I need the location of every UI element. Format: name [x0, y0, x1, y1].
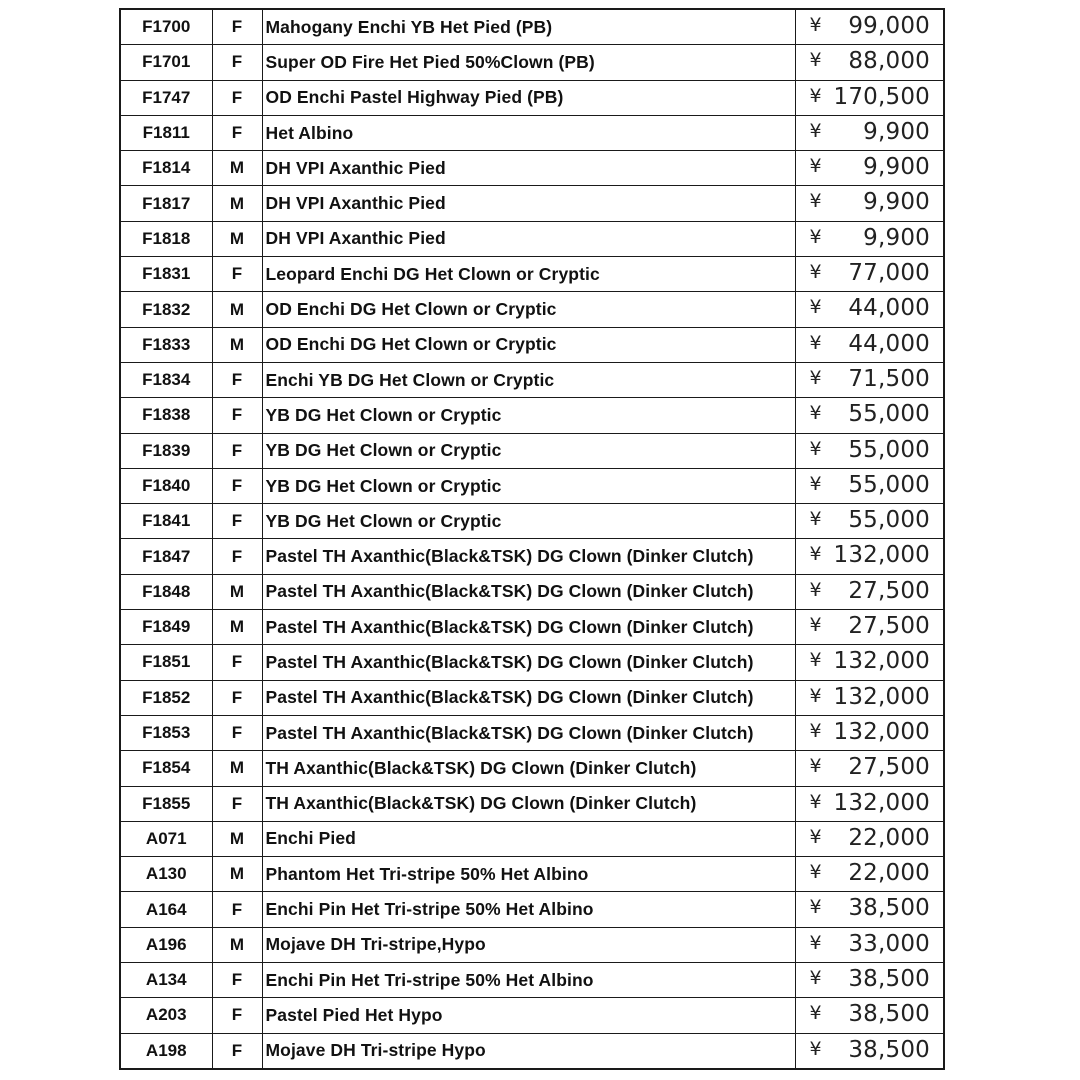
description-cell: Pastel TH Axanthic(Black&TSK) DG Clown (Dinker Clutch) [262, 680, 795, 715]
table-row [120, 9, 944, 45]
price-cell [795, 221, 944, 256]
item-id-cell: F1833 [120, 327, 212, 362]
price-cell [795, 539, 944, 574]
price-amount: 38,500 [848, 1001, 930, 1028]
table-row [120, 327, 944, 362]
table-row [120, 45, 944, 80]
price-amount: 77,000 [848, 260, 930, 287]
description-cell: OD Enchi DG Het Clown or Cryptic [262, 292, 795, 327]
sex-cell: F [212, 9, 262, 45]
description-cell: Het Albino [262, 115, 795, 150]
price-amount: 55,000 [848, 436, 930, 463]
price-amount: 27,500 [848, 577, 930, 604]
description-cell: Leopard Enchi DG Het Clown or Cryptic [262, 257, 795, 292]
price-amount: 9,900 [863, 224, 930, 251]
item-id-cell: F1841 [120, 504, 212, 539]
yen-symbol: ¥ [809, 472, 822, 495]
item-id-cell: F1701 [120, 45, 212, 80]
sex-cell: M [212, 574, 262, 609]
description-cell: Phantom Het Tri-stripe 50% Het Albino [262, 857, 795, 892]
item-id-cell: A196 [120, 927, 212, 962]
price-cell [795, 574, 944, 609]
yen-symbol: ¥ [809, 684, 822, 707]
yen-symbol: ¥ [809, 119, 822, 142]
table-row [120, 151, 944, 186]
table-row [120, 645, 944, 680]
price-amount: 132,000 [833, 648, 930, 675]
table-row [120, 257, 944, 292]
price-cell [795, 80, 944, 115]
price-cell [795, 468, 944, 503]
description-cell: Pastel TH Axanthic(Black&TSK) DG Clown (Dinker Clutch) [262, 645, 795, 680]
table-row [120, 857, 944, 892]
sex-cell: F [212, 257, 262, 292]
description-cell: DH VPI Axanthic Pied [262, 151, 795, 186]
yen-symbol: ¥ [809, 790, 822, 813]
item-id-cell: F1840 [120, 468, 212, 503]
yen-symbol: ¥ [809, 437, 822, 460]
item-id-cell: F1848 [120, 574, 212, 609]
price-amount: 99,000 [848, 13, 930, 39]
table-row [120, 680, 944, 715]
sex-cell: M [212, 927, 262, 962]
item-id-cell: F1847 [120, 539, 212, 574]
price-amount: 55,000 [848, 471, 930, 498]
yen-symbol: ¥ [809, 825, 822, 848]
price-cell [795, 927, 944, 962]
price-cell [795, 1033, 944, 1069]
price-cell [795, 186, 944, 221]
price-cell [795, 362, 944, 397]
table-row [120, 1033, 944, 1069]
description-cell: Pastel TH Axanthic(Black&TSK) DG Clown (Dinker Clutch) [262, 574, 795, 609]
item-id-cell: A164 [120, 892, 212, 927]
price-amount: 38,500 [848, 966, 930, 993]
table-row [120, 433, 944, 468]
yen-symbol: ¥ [809, 931, 822, 954]
table-row [120, 751, 944, 786]
yen-symbol: ¥ [809, 331, 822, 354]
sex-cell: F [212, 998, 262, 1033]
table-row [120, 362, 944, 397]
sex-cell: M [212, 821, 262, 856]
price-amount: 55,000 [848, 507, 930, 534]
price-amount: 22,000 [848, 824, 930, 851]
item-id-cell: A198 [120, 1033, 212, 1069]
item-id-cell: F1700 [120, 9, 212, 45]
price-amount: 132,000 [833, 789, 930, 816]
description-cell: Enchi Pin Het Tri-stripe 50% Het Albino [262, 892, 795, 927]
sex-cell: F [212, 504, 262, 539]
description-cell: TH Axanthic(Black&TSK) DG Clown (Dinker Clutch) [262, 786, 795, 821]
yen-symbol: ¥ [809, 719, 822, 742]
description-cell: Pastel TH Axanthic(Black&TSK) DG Clown (Dinker Clutch) [262, 539, 795, 574]
yen-symbol: ¥ [809, 84, 822, 107]
item-id-cell: F1747 [120, 80, 212, 115]
price-cell [795, 257, 944, 292]
item-id-cell: F1852 [120, 680, 212, 715]
yen-symbol: ¥ [809, 896, 822, 919]
yen-symbol: ¥ [809, 296, 822, 319]
item-id-cell: A071 [120, 821, 212, 856]
price-cell [795, 680, 944, 715]
item-id-cell: F1817 [120, 186, 212, 221]
yen-symbol: ¥ [809, 543, 822, 566]
price-amount: 132,000 [833, 542, 930, 569]
yen-symbol: ¥ [809, 1002, 822, 1025]
yen-symbol: ¥ [809, 967, 822, 990]
yen-symbol: ¥ [809, 261, 822, 284]
sex-cell: M [212, 327, 262, 362]
description-cell: YB DG Het Clown or Cryptic [262, 504, 795, 539]
description-cell: Enchi YB DG Het Clown or Cryptic [262, 362, 795, 397]
description-cell: YB DG Het Clown or Cryptic [262, 468, 795, 503]
description-cell: YB DG Het Clown or Cryptic [262, 433, 795, 468]
price-cell [795, 786, 944, 821]
description-cell: Enchi Pin Het Tri-stripe 50% Het Albino [262, 963, 795, 998]
price-amount: 27,500 [848, 754, 930, 781]
price-amount: 9,900 [863, 154, 930, 181]
price-cell [795, 821, 944, 856]
price-cell [795, 963, 944, 998]
price-cell [795, 645, 944, 680]
description-cell: Mojave DH Tri-stripe,Hypo [262, 927, 795, 962]
table-row [120, 186, 944, 221]
table-row [120, 610, 944, 645]
yen-symbol: ¥ [809, 190, 822, 213]
sex-cell: F [212, 468, 262, 503]
table-row [120, 115, 944, 150]
table-row [120, 292, 944, 327]
sex-cell: F [212, 80, 262, 115]
sex-cell: F [212, 362, 262, 397]
price-cell [795, 998, 944, 1033]
yen-symbol: ¥ [809, 649, 822, 672]
yen-symbol: ¥ [809, 14, 822, 36]
sex-cell: M [212, 292, 262, 327]
price-cell [795, 610, 944, 645]
price-amount: 27,500 [848, 613, 930, 640]
sex-cell: F [212, 892, 262, 927]
item-id-cell: F1838 [120, 398, 212, 433]
price-amount: 44,000 [848, 295, 930, 322]
price-amount: 55,000 [848, 401, 930, 428]
description-cell: TH Axanthic(Black&TSK) DG Clown (Dinker Clutch) [262, 751, 795, 786]
price-cell [795, 9, 944, 45]
description-cell: Super OD Fire Het Pied 50%Clown (PB) [262, 45, 795, 80]
price-cell [795, 892, 944, 927]
table-row [120, 963, 944, 998]
sex-cell: F [212, 963, 262, 998]
table-row [120, 892, 944, 927]
yen-symbol: ¥ [809, 614, 822, 637]
item-id-cell: F1814 [120, 151, 212, 186]
description-cell: OD Enchi DG Het Clown or Cryptic [262, 327, 795, 362]
yen-symbol: ¥ [809, 1037, 822, 1060]
price-cell [795, 715, 944, 750]
price-amount: 9,900 [863, 118, 930, 145]
price-cell [795, 751, 944, 786]
item-id-cell: F1811 [120, 115, 212, 150]
sex-cell: F [212, 645, 262, 680]
description-cell: Pastel TH Axanthic(Black&TSK) DG Clown (Dinker Clutch) [262, 715, 795, 750]
price-list-body [120, 9, 944, 1069]
description-cell: YB DG Het Clown or Cryptic [262, 398, 795, 433]
yen-symbol: ¥ [809, 755, 822, 778]
item-id-cell: A134 [120, 963, 212, 998]
price-cell [795, 151, 944, 186]
description-cell: DH VPI Axanthic Pied [262, 186, 795, 221]
description-cell: Mahogany Enchi YB Het Pied (PB) [262, 9, 795, 45]
sex-cell: F [212, 1033, 262, 1069]
description-cell: Pastel TH Axanthic(Black&TSK) DG Clown (Dinker Clutch) [262, 610, 795, 645]
sex-cell: M [212, 186, 262, 221]
sex-cell: M [212, 221, 262, 256]
price-amount: 170,500 [833, 83, 930, 110]
item-id-cell: F1831 [120, 257, 212, 292]
sex-cell: F [212, 715, 262, 750]
sex-cell: F [212, 115, 262, 150]
price-amount: 22,000 [848, 860, 930, 887]
table-row [120, 221, 944, 256]
price-amount: 132,000 [833, 718, 930, 745]
sex-cell: F [212, 433, 262, 468]
table-row [120, 539, 944, 574]
price-amount: 38,500 [848, 895, 930, 922]
description-cell: OD Enchi Pastel Highway Pied (PB) [262, 80, 795, 115]
description-cell: Enchi Pied [262, 821, 795, 856]
item-id-cell: A130 [120, 857, 212, 892]
price-amount: 33,000 [848, 930, 930, 957]
table-row [120, 927, 944, 962]
yen-symbol: ¥ [809, 578, 822, 601]
item-id-cell: F1849 [120, 610, 212, 645]
item-id-cell: F1855 [120, 786, 212, 821]
sex-cell: F [212, 398, 262, 433]
price-cell [795, 327, 944, 362]
item-id-cell: F1832 [120, 292, 212, 327]
table-row [120, 786, 944, 821]
price-amount: 38,500 [848, 1036, 930, 1063]
table-row [120, 80, 944, 115]
table-row [120, 715, 944, 750]
sex-cell: F [212, 539, 262, 574]
yen-symbol: ¥ [809, 861, 822, 884]
price-cell [795, 45, 944, 80]
price-cell [795, 398, 944, 433]
sex-cell: M [212, 151, 262, 186]
yen-symbol: ¥ [809, 508, 822, 531]
yen-symbol: ¥ [809, 155, 822, 178]
price-amount: 44,000 [848, 330, 930, 357]
item-id-cell: F1851 [120, 645, 212, 680]
item-id-cell: F1854 [120, 751, 212, 786]
item-id-cell: A203 [120, 998, 212, 1033]
sex-cell: F [212, 45, 262, 80]
table-row [120, 504, 944, 539]
price-list-table [119, 8, 945, 1070]
price-cell [795, 292, 944, 327]
item-id-cell: F1853 [120, 715, 212, 750]
table-row [120, 398, 944, 433]
table-row [120, 574, 944, 609]
yen-symbol: ¥ [809, 225, 822, 248]
yen-symbol: ¥ [809, 366, 822, 389]
table-row [120, 468, 944, 503]
price-cell [795, 857, 944, 892]
yen-symbol: ¥ [809, 402, 822, 425]
sex-cell: M [212, 610, 262, 645]
price-amount: 88,000 [848, 48, 930, 75]
item-id-cell: F1839 [120, 433, 212, 468]
price-amount: 9,900 [863, 189, 930, 216]
price-amount: 71,500 [848, 365, 930, 392]
description-cell: Pastel Pied Het Hypo [262, 998, 795, 1033]
description-cell: Mojave DH Tri-stripe Hypo [262, 1033, 795, 1069]
price-cell [795, 504, 944, 539]
item-id-cell: F1818 [120, 221, 212, 256]
yen-symbol: ¥ [809, 49, 822, 72]
price-cell [795, 115, 944, 150]
sex-cell: F [212, 680, 262, 715]
price-cell [795, 433, 944, 468]
table-row [120, 998, 944, 1033]
price-amount: 132,000 [833, 683, 930, 710]
sex-cell: M [212, 751, 262, 786]
sex-cell: M [212, 857, 262, 892]
table-row [120, 821, 944, 856]
description-cell: DH VPI Axanthic Pied [262, 221, 795, 256]
sex-cell: F [212, 786, 262, 821]
item-id-cell: F1834 [120, 362, 212, 397]
